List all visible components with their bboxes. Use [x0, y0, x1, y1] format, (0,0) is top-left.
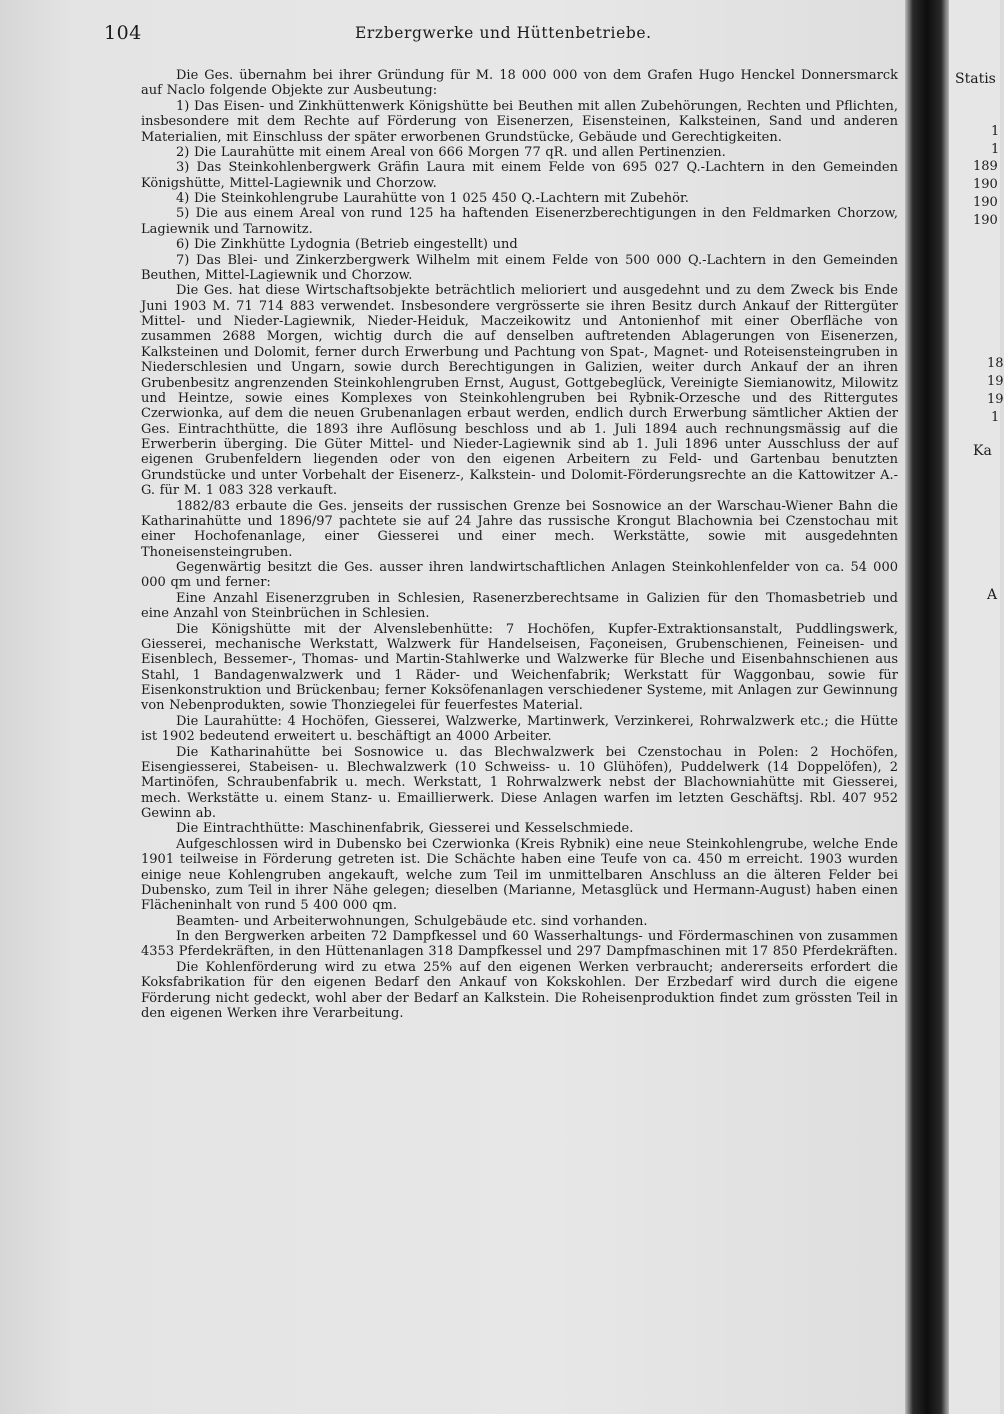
- fragment-line: 190: [973, 213, 998, 228]
- paragraph-koenigshuette: Die Königshütte mit der Alvenslebenhütte: 7 Hochöfen, Kupfer-Extraktionsanstalt, Puddlingswerk, Giesserei, mechanische Werkstatt, Walzwerk für Handelseisen, Façoneisen, Grubenschienen, Feineisen- und Eisenblech, Bessemer-, Thomas- und Martin-Stahlwerke und Walzwerke für Bleche und Eisenbahnschienen aus Stahl, 1 Bandagenwalzwerk und 1 Räder- und Weichenfabrik; Werkstatt für Waggonbau, sowie für Eisenkonstruktion und Brückenbau; ferner Koksöfenanlagen verschiedener Systeme, mit Anlagen zur Gewinnung von Nebenprodukten, sowie Thonziegelei für feuerfestes Material.: [141, 621, 898, 714]
- paragraph-item-5: 5) Die aus einem Areal von rund 125 ha haftenden Eisenerzberechtigungen in den Feldmarken Chorzow, Lagiewnik und Tarnowitz.: [141, 206, 898, 237]
- paragraph-housing: Beamten- und Arbeiterwohnungen, Schulgebäude etc. sind vorhanden.: [176, 913, 648, 929]
- paragraph-item-1: 1) Das Eisen- und Zinkhüttenwerk Königshütte bei Beuthen mit allen Zubehörungen, Rechten und Pflichten, insbesondere mit dem Rechte auf Förderung von Eisenerzen, Eisensteinen, Kalksteinen, Sand und anderen Materialien, mit Einschluss der später erworbenen Grundstücke, Gebäude und Gerechtigkeiten.: [141, 98, 899, 145]
- paragraph-item-7: 7) Das Blei- und Zinkerzbergwerk Wilhelm mit einem Felde von 500 000 Q.-Lachtern in den Gemeinden Beuthen, Mittel-Lagiewnik und Chorzow.: [141, 252, 898, 283]
- paragraph-present-holdings: Gegenwärtig besitzt die Ges. ausser ihren landwirtschaftlichen Anlagen Steinkohlenfelder von ca. 54 000 000 qm und ferner:: [141, 560, 898, 591]
- fragment-heading: Ka: [973, 443, 992, 459]
- fragment-line: 190: [973, 195, 998, 210]
- fragment-line: 18: [987, 356, 1004, 371]
- paragraph-machinery: In den Bergwerken arbeiten 72 Dampfkessel und 60 Wasserhaltungs- und Fördermaschinen von zusammen 4353 Pferdekräften, in den Hüttenanlagen 318 Dampfkessel und 297 Dampfmaschinen mit 17 850 Pferdekräften.: [141, 929, 898, 960]
- paragraph-intro: Die Ges. übernahm bei ihrer Gründung für M. 18 000 000 von dem Grafen Hugo Henckel Donnersmarck auf Naclo folgende Objekte zur Ausbeutung:: [141, 68, 898, 99]
- fragment-line: 1: [991, 124, 1000, 139]
- paragraph-laurahuette: Die Laurahütte: 4 Hochöfen, Giesserei, Walzwerke, Martinwerk, Verzinkerei, Rohrwalzwerk etc.; die Hütte ist 1902 bedeutend erweitert u. beschäftigt an 4000 Arbeiter.: [141, 713, 898, 745]
- paragraph-katharinahuette-plant: Die Katharinahütte bei Sosnowice u. das Blechwalzwerk bei Czenstochau in Polen: 2 Hochöfen, Eisengiesserei, Stabeisen- u. Blechwalzwerk (10 Schweiss- u. 10 Glühöfen), Puddelwerk (14 Doppelöfen), 2 Martinöfen, Schraubenfabrik u. mech. Werkstatt, 1 Rohrwalzwerk nebst der Blachowniahütte mit Giesserei, mech. Werkstätte u. einem Stanz- u. Emaillierwerk. Diese Anlagen warfen im letzten Geschäftsj. Rbl. 407 952 Gewinn ab.: [141, 744, 898, 821]
- paragraph-coal-usage: Die Kohlenförderung wird zu etwa 25% auf den eigenen Werken verbraucht; andererseits erfordert die Koksfabrikation für den eigenen Bedarf den Ankauf von Kokskohlen. Der Erzbedarf wird durch die eigene Förderung nicht gedeckt, wohl aber der Bedarf an Kalkstein. Die Roheisenproduktion findet zum grössten Teil in den eigenen Werken ihre Verarbeitung.: [141, 959, 898, 1021]
- paragraph-katharinahuette: 1882/83 erbaute die Ges. jenseits der russischen Grenze bei Sosnowice an der Warschau-Wiener Bahn die Katharinahütte und 1896/97 pachtete sie auf 24 Jahre das russische Krongut Blachownia bei Czenstochau mit einer Hochofenanlage, einer Giesserei und einer mech. Werkstätte, sowie mit ausgedehnten Thoneisensteingruben.: [141, 498, 898, 560]
- paragraph-item-4: 4) Die Steinkohlengrube Laurahütte von 1 025 450 Q.-Lachtern mit Zubehör.: [176, 191, 689, 206]
- paragraph-item-6: 6) Die Zinkhütte Lydognia (Betrieb eingestellt) und: [176, 237, 518, 253]
- paragraph-eintrachthuette: Die Eintrachthütte: Maschinenfabrik, Giesserei und Kesselschmiede.: [176, 821, 634, 837]
- page-number: 104: [104, 22, 142, 44]
- body-text: [141, 68, 898, 1021]
- fragment-heading: Statis: [955, 71, 996, 87]
- paragraph-item-3: 3) Das Steinkohlenbergwerk Gräfin Laura mit einem Felde von 695 027 Q.-Lachtern in den Gemeinden Königshütte, Mittel-Lagiewnik und Chorzow.: [141, 160, 898, 191]
- fragment-line: 19: [987, 374, 1004, 389]
- paragraph-expansion: Die Ges. hat diese Wirtschaftsobjekte beträchtlich melioriert und ausgedehnt und zu dem Zweck bis Ende Juni 1903 M. 71 714 883 verwendet. Insbesondere vergrösserte sie ihren Besitz durch Ankauf der Rittergüter Mittel- und Nieder-Lagiewnik, Nieder-Heiduk, Maczeikowitz und Antonienhof mit einer Oberfläche von zusammen 2688 Morgen, wichtig durch die auf denselben auftretenden Ablagerungen von Eisenerzen, Kalksteinen und Dolomit, ferner durch Erwerbung und Pachtung von Spat-, Magnet- und Roteisensteingruben in Niederschlesien und Ungarn, sowie durch Berechtigungen in Galizien, weiter durch Ankauf der an ihren Grubenbesitz angrenzenden Steinkohlengruben Ernst, August, Gottgebeglück, Vereinigte Siemianowitz, Milowitz und Heintze, sowie eines Komplexes von Steinkohlengruben bei Rybnik-Orzesche und des Rittergutes Czerwionka, auf dem die neuen Grubenanlagen erbaut werden, endlich durch Erwerbung sämtlicher Aktien der Ges. Eintrachthütte, die 1893 ihre Auflösung beschloss und ab 1. Juli 1894 auch rechnungsmässig auf die Erwerberin überging. Die Güter Mittel- und Nieder-Lagiewnik sind ab 1. Juli 1896 unter Ausschluss der auf eigenen Grubenfeldern liegenden oder von den eigenen Arbeitern zu Feld- und Gartenbau benutzten Grundstücke und unter Vorbehalt der Eisenerz-, Kalkstein- und Dolomit-Förderungsrechte an die Kattowitzer A.-G. für M. 1 083 328 verkauft.: [141, 283, 898, 499]
- fragment-line: 1: [991, 410, 1000, 425]
- fragment-line: 19: [987, 392, 1004, 407]
- paragraph-dubensko: Aufgeschlossen wird in Dubensko bei Czerwionka (Kreis Rybnik) eine neue Steinkohlengrube, welche Ende 1901 teilweise in Förderung getreten ist. Die Schächte haben eine Teufe von ca. 450 m erreicht. 1903 wurden einige neue Kohlengruben angekauft, welche zum Teil im unmittelbaren Anschluss an die älteren Felder bei Dubensko, zum Teil in ihrer Nähe gelegen; dieselben (Marianne, Metasglück und Hermann-August) haben einen Flächeninhalt von rund 5 400 000 qm.: [141, 836, 898, 914]
- adjacent-page-fragment: [949, 0, 1004, 1414]
- paragraph-ore-mines: Eine Anzahl Eisenerzgruben in Schlesien, Rasenerzberechtsame in Galizien für den Thomasbetrieb und eine Anzahl von Steinbrüchen in Schlesien.: [141, 590, 898, 622]
- book-gutter: [905, 0, 949, 1414]
- fragment-line: 1: [991, 142, 1000, 157]
- running-title: Erzbergwerke und Hüttenbetriebe.: [355, 24, 652, 42]
- paragraph-item-2: 2) Die Laurahütte mit einem Areal von 666 Morgen 77 qR. und allen Pertinenzien.: [176, 144, 726, 160]
- fragment-line: 190: [973, 177, 998, 192]
- fragment-line: 189: [973, 159, 998, 174]
- fragment-heading: A: [987, 587, 998, 603]
